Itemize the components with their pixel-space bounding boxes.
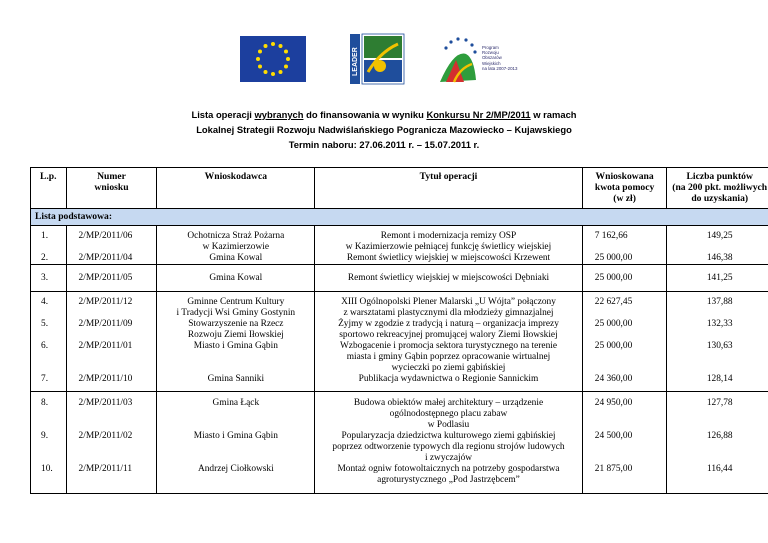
- cell-number: [66, 392, 157, 494]
- cell-text: sportowo rekreacyjnej promującej walory Ziemi Iłowskiej: [339, 330, 558, 340]
- cell-applicant: [157, 392, 315, 494]
- cell-number: 2/MP/2011/05: [66, 265, 157, 292]
- header-text: kwota pomocy: [594, 182, 655, 193]
- cell-amount: [582, 292, 667, 392]
- cell-text: 6.: [41, 341, 49, 351]
- title-text: do finansowania w wyniku: [303, 109, 427, 120]
- cell-text: agroturystycznego „Pod Jastrzębcem”: [377, 475, 520, 485]
- cell-text: 24 950,00: [594, 398, 633, 408]
- cell-amount: 25 000,00: [582, 265, 667, 292]
- cell-text: 137,88: [706, 297, 733, 307]
- cell-text: Gmina Kowal: [209, 253, 263, 263]
- cell-text: 2/MP/2011/04: [78, 253, 133, 263]
- section-row: [31, 209, 768, 226]
- cell-text: Wzbogacenie i promocja sektora turystycznego na terenie: [339, 341, 558, 351]
- cell-text: 2/MP/2011/03: [78, 398, 133, 408]
- prow-caption-line: Rozwoju: [482, 50, 499, 56]
- header-points: [667, 168, 768, 209]
- cell-text: 2/MP/2011/12: [78, 297, 133, 307]
- cell-text: 8.: [41, 398, 49, 408]
- cell-number: [66, 226, 157, 265]
- section-label: Lista podstawowa:: [31, 209, 768, 226]
- title-line-2: Lokalnej Strategii Rozwoju Nadwiślańskiego Pogranicza Mazowiecko – Kujawskiego: [196, 124, 572, 135]
- cell-text: poprzez odtworzenie typowych dla regionu strojów ludowych: [332, 442, 565, 452]
- title-line-3: Termin naboru: 27.06.2011 r. – 15.07.2011 r.: [288, 139, 480, 150]
- cell-text: 24 500,00: [594, 431, 633, 441]
- cell-text: Remont świetlicy wiejskiej w miejscowości Krzewent: [346, 253, 551, 263]
- cell-amount: [582, 392, 667, 494]
- cell-text: 126,88: [706, 431, 733, 441]
- operations-table: [30, 167, 768, 494]
- cell-text: wycieczki po ziemi gąbińskiej: [391, 363, 506, 373]
- header-text: L.p.: [39, 171, 57, 182]
- cell-text: 9.: [41, 431, 49, 441]
- cell-text: 2/MP/2011/11: [78, 464, 133, 474]
- table-row: [31, 226, 768, 265]
- cell-lp: [31, 292, 67, 392]
- cell-lp: [31, 392, 67, 494]
- table-row: [31, 265, 768, 292]
- table-row: [31, 392, 768, 494]
- cell-text: 25 000,00: [594, 341, 633, 351]
- cell-text: Miasto i Gmina Gąbin: [193, 431, 278, 441]
- title-underlined: wybranych: [254, 109, 304, 120]
- header-lp: [31, 168, 67, 209]
- cell-text: 132,33: [706, 319, 733, 329]
- cell-text: Gmina Sanniki: [207, 374, 265, 384]
- cell-text: Remont i modernizacja remizy OSP: [380, 231, 517, 241]
- table-row: [31, 292, 768, 392]
- cell-points: [667, 292, 768, 392]
- cell-points: [667, 226, 768, 265]
- title-text: Lista operacji: [191, 109, 255, 120]
- cell-text: 2/MP/2011/06: [78, 231, 133, 241]
- cell-applicant: Gmina Kowal: [157, 265, 315, 292]
- header-amount: [582, 168, 667, 209]
- cell-applicant: [157, 292, 315, 392]
- leader-logo-icon: [350, 32, 406, 88]
- cell-text: Ochotnicza Straż Pożarna: [187, 231, 285, 241]
- prow-caption-line: Program: [482, 45, 499, 50]
- cell-lp: [31, 226, 67, 265]
- cell-text: Żyjmy w zgodzie z tradycją i naturą – organizacja imprezy: [338, 319, 559, 329]
- cell-title: [315, 292, 583, 392]
- cell-text: Publikacja wydawnictwa o Regionie Sannickim: [358, 374, 539, 384]
- cell-text: Gmina Łąck: [212, 398, 260, 408]
- cell-text: Stowarzyszenie na Rzecz: [188, 319, 284, 329]
- cell-text: 5.: [41, 319, 49, 329]
- cell-text: Andrzej Ciołkowski: [197, 464, 274, 474]
- cell-text: i zwyczajów: [424, 453, 473, 463]
- cell-text: Rozwoju Ziemi Iłowskiej: [187, 330, 284, 340]
- cell-text: 4.: [41, 297, 49, 307]
- cell-text: Budowa obiektów małej architektury – urządzenie: [353, 398, 544, 408]
- title-text: w ramach: [530, 109, 577, 120]
- cell-text: 149,25: [706, 231, 733, 241]
- header-text: Wnioskodawca: [204, 171, 268, 182]
- title-underlined: Konkursu Nr 2/MP/2011: [426, 109, 531, 120]
- header-title: [315, 168, 583, 209]
- cell-text: XIII Ogólnopolski Plener Malarski „U Wójta” połączony: [341, 297, 556, 307]
- cell-text: 2/MP/2011/10: [78, 374, 133, 384]
- cell-text: 116,44: [706, 464, 733, 474]
- cell-text: 146,38: [706, 253, 733, 263]
- header-text: wniosku: [94, 182, 129, 193]
- cell-text: 130,63: [706, 341, 733, 351]
- cell-text: Montaż ogniw fotowoltaicznych na potrzeby gospodarstwa: [337, 464, 560, 474]
- cell-text: Miasto i Gmina Gąbin: [193, 341, 278, 351]
- document-title: [0, 107, 768, 152]
- cell-text: 25 000,00: [594, 319, 633, 329]
- prow-caption-line: Obszarów: [482, 55, 502, 61]
- cell-text: 2/MP/2011/09: [78, 319, 133, 329]
- cell-text: 2.: [41, 253, 49, 263]
- cell-text: w Kazimierzowie: [202, 242, 270, 252]
- prow-caption: [482, 45, 526, 71]
- cell-text: Gminne Centrum Kultury: [187, 297, 285, 307]
- cell-title: [315, 226, 583, 265]
- cell-text: 7.: [41, 374, 49, 384]
- cell-text: 128,14: [706, 374, 733, 384]
- table-header-row: [31, 168, 768, 209]
- cell-text: 10.: [41, 464, 53, 474]
- cell-text: i Tradycji Wsi Gminy Gostynin: [176, 308, 296, 318]
- cell-text: 22 627,45: [594, 297, 633, 307]
- cell-number: [66, 292, 157, 392]
- cell-points: [667, 392, 768, 494]
- cell-text: 127,78: [706, 398, 733, 408]
- cell-text: w Kazimierzowie pełniącej funkcję świetlicy wiejskiej: [345, 242, 552, 252]
- cell-text: w Podlasiu: [427, 420, 470, 430]
- cell-text: 2/MP/2011/02: [78, 431, 133, 441]
- header-text: Numer: [97, 171, 126, 182]
- svg-text:LEADER: LEADER: [352, 47, 359, 76]
- cell-points: 141,25: [667, 265, 768, 292]
- header-number: [66, 168, 157, 209]
- header-applicant: [157, 168, 315, 209]
- header-text: Liczba punktów: [686, 171, 753, 182]
- cell-text: 25 000,00: [594, 253, 633, 263]
- cell-text: 1.: [41, 231, 49, 241]
- header-text: do uzyskania): [691, 193, 749, 204]
- header-text: Tytuł operacji: [419, 171, 478, 182]
- title-line-1: [0, 107, 768, 122]
- cell-text: 7 162,66: [594, 231, 628, 241]
- cell-text: ogólnodostępnego placu zabaw: [389, 409, 508, 419]
- cell-text: 2/MP/2011/01: [78, 341, 133, 351]
- header-text: Wnioskowana: [595, 171, 654, 182]
- cell-text: 24 360,00: [594, 374, 633, 384]
- prow-caption-line: na lata 2007-2013: [482, 65, 518, 71]
- header-text: (w zł): [613, 193, 636, 204]
- eu-flag-icon: [240, 36, 306, 82]
- cell-text: Popularyzacja dziedzictwa kulturowego ziemi gąbińskiej: [341, 431, 556, 441]
- cell-title: Remont świetlicy wiejskiej w miejscowości Dębniaki: [315, 265, 583, 292]
- prow-caption-line: Wiejskich: [482, 60, 501, 66]
- cell-amount: [582, 226, 667, 265]
- cell-lp: 3.: [31, 265, 67, 292]
- cell-title: [315, 392, 583, 494]
- cell-text: miasta i gminy Gąbin poprzez opracowanie wirtualnej: [346, 352, 551, 362]
- cell-text: z warsztatami plastycznymi dla młodzieży gimnazjalnej: [343, 308, 554, 318]
- header-text: (na 200 pkt. możliwych: [672, 182, 768, 193]
- cell-text: 21 875,00: [594, 464, 633, 474]
- logo-bar: [0, 30, 768, 92]
- cell-applicant: [157, 226, 315, 265]
